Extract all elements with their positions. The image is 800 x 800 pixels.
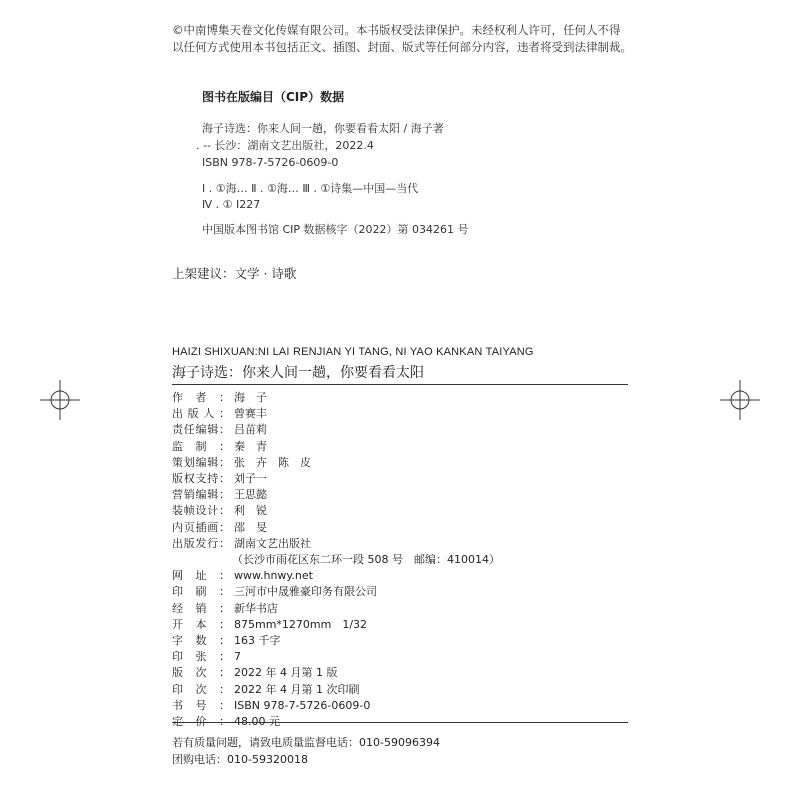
quality-hotline: 若有质量问题，请致电质量监督电话：010-59096394 [172,736,440,749]
credit-row-value: 邵 旻 [234,520,267,534]
copyright-notice [172,22,632,56]
cip-book-line-1: 海子诗选：你来人间一趟，你要看看太阳 / 海子著 [202,122,444,135]
spec-row [172,633,500,649]
credit-row [172,487,500,503]
credit-row-label: 作 者 ： [172,391,230,404]
credit-row [172,520,500,536]
credit-row [172,536,500,552]
contact-info [172,734,440,768]
spec-row-value: 新华书店 [234,601,278,615]
registration-mark-left-icon [40,380,80,420]
credit-row [172,455,500,471]
spec-row-label: 书 号 ： [172,698,230,712]
spec-row-label: 字 数 ： [172,634,230,648]
copyright-line-2: 以任何方式使用本书包括正文、插图、封面、版式等任何部分内容，违者将受到法律制裁。 [172,40,632,54]
spec-row [172,698,500,714]
spec-row-value: 875mm*1270mm 1/32 [234,617,368,631]
publisher-address: （长沙市雨花区东二环一段 508 号 邮编：410014） [232,553,500,567]
spec-row [172,584,500,600]
spec-row-label: 版 次 ： [172,666,230,680]
credit-row-value: 湖南文艺出版社 [234,536,311,550]
credit-row-value: 海 子 [234,391,267,404]
spec-row-label: 印 张 ： [172,650,230,664]
credit-row-value: 吕苗莉 [234,423,267,437]
cip-class-line-2: Ⅳ . ① I227 [202,198,261,211]
credit-row-value: 秦 青 [234,439,267,453]
spec-row [172,665,500,681]
spec-row-label: 网 址 ： [172,569,230,583]
footer-divider [172,722,628,723]
cip-heading: 图书在版编目（CIP）数据 [202,90,345,104]
credit-row [172,503,500,519]
spec-row-value: 2022 年 4 月第 1 版 [234,666,338,680]
registration-mark-right-icon [720,380,760,420]
credit-row [172,390,500,406]
spec-row-label: 定 价 ： [172,715,230,729]
credit-row-label: 策 划 编 辑 ： [172,455,230,469]
shelf-suggestion: 上架建议：文学 · 诗歌 [172,266,297,281]
credit-row-value: 利 锐 [234,504,267,518]
credit-row-value: 曾赛丰 [234,407,267,421]
spec-row-value: 7 [234,650,241,664]
spec-row-label: 经 销 ： [172,601,230,615]
spec-row [172,682,500,698]
credit-row [172,422,500,438]
credit-row [172,406,500,422]
credit-row-label: 装 帧 设 计 ： [172,504,230,518]
credit-row-label: 内 页 插 画 ： [172,520,230,534]
spec-row-label: 开 本 ： [172,617,230,631]
spec-row-value: 48.00 元 [234,715,280,729]
credit-row-label: 责 任 编 辑 ： [172,423,230,437]
credit-row-value: 王思懿 [234,488,267,502]
credit-row-label: 监 制 ： [172,439,230,453]
spec-row-value: ISBN 978-7-5726-0609-0 [234,698,371,712]
spec-row-value: 2022 年 4 月第 1 次印刷 [234,682,360,696]
cip-class-line-1: Ⅰ . ①海… Ⅱ . ①海… Ⅲ . ①诗集—中国—当代 [202,182,419,195]
spec-row [172,649,500,665]
credit-list [172,390,500,552]
credit-row-value: 刘子一 [234,472,267,486]
cip-book-line-2: . -- 长沙：湖南文艺出版社，2022.4 [196,139,374,152]
copyright-line-1: ©中南博集天卷文化传媒有限公司。本书版权受法律保护。未经权利人许可，任何人不得 [172,23,621,37]
spec-row [172,601,500,617]
credit-row [172,439,500,455]
english-title: HAIZI SHIXUAN:NI LAI RENJIAN YI TANG, NI YAO KANKAN TAIYANG [172,346,534,358]
cip-record: 中国版本图书馆 CIP 数据核字（2022）第 034261 号 [202,223,469,236]
spec-row-value: www.hnwy.net [234,569,313,583]
spec-row-label: 印 刷 ： [172,585,230,599]
cip-isbn: ISBN 978-7-5726-0609-0 [202,156,339,169]
chinese-title: 海子诗选：你来人间一趟，你要看看太阳 [172,365,424,381]
credit-row-value: 张 卉 陈 皮 [234,455,311,469]
spec-row [172,617,500,633]
title-divider [172,384,628,385]
credit-row-label: 出 版 发 行 ： [172,536,230,550]
credits-block [172,390,500,730]
spec-row-value: 三河市中晟雅豪印务有限公司 [234,585,377,599]
spec-row-value: 163 千字 [234,634,281,648]
credit-row-label: 营 销 编 辑 ： [172,488,230,502]
group-purchase-phone: 团购电话：010-59320018 [172,753,308,766]
spec-list [172,568,500,730]
credit-row-label: 出 版 人 ： [172,407,230,421]
credit-row [172,471,500,487]
spec-row-label: 印 次 ： [172,682,230,696]
spec-row [172,568,500,584]
credit-row-label: 版 权 支 持 ： [172,472,230,486]
